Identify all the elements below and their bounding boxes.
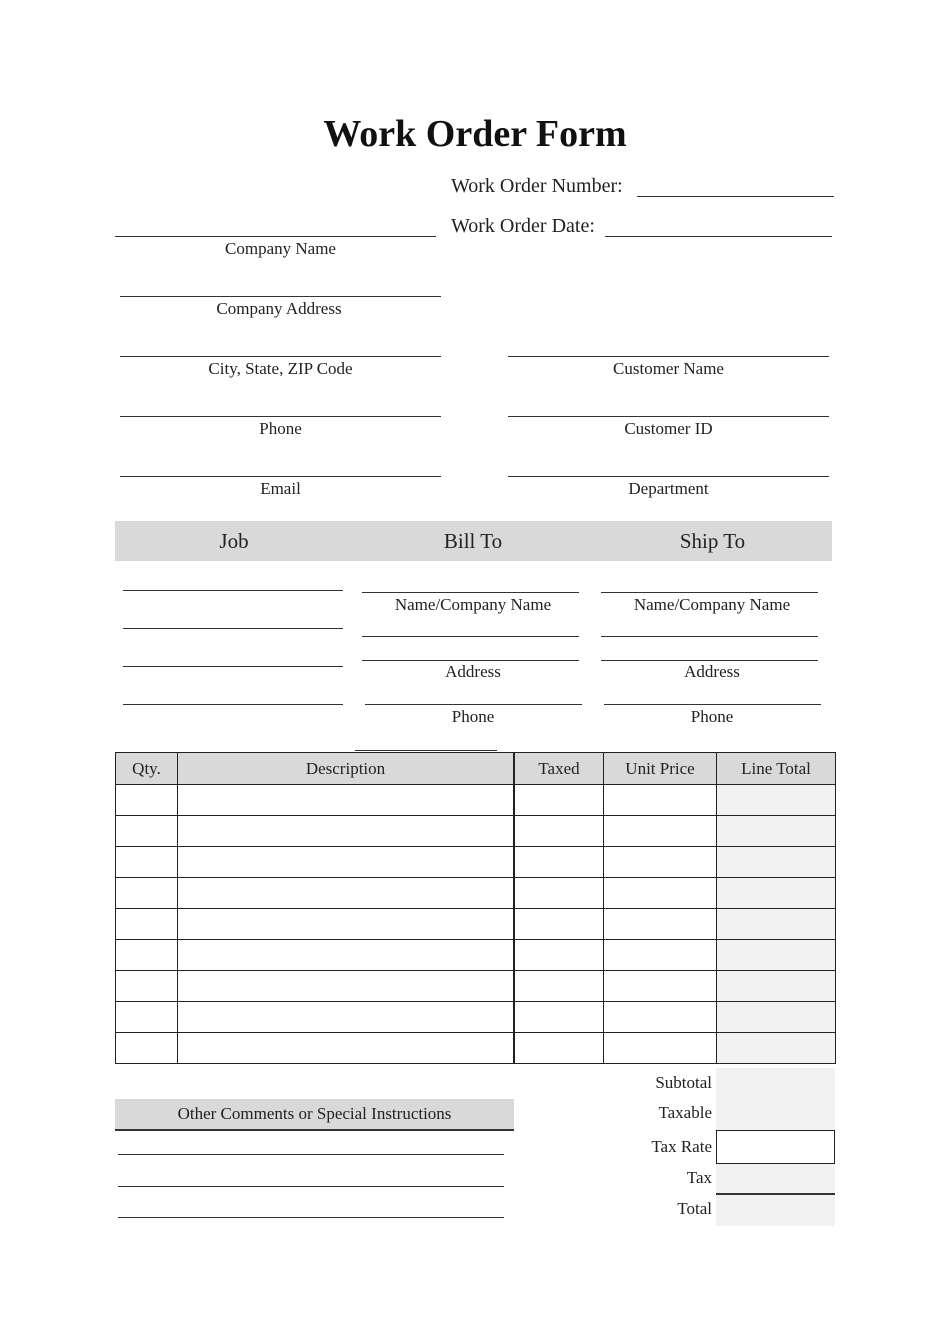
bill-to-address-field[interactable] <box>362 660 579 661</box>
unit-price-header: Unit Price <box>604 753 717 785</box>
line-total-cell <box>717 878 836 909</box>
description-cell[interactable] <box>178 847 514 878</box>
qty-cell[interactable] <box>116 1002 178 1033</box>
ship-to-phone-field[interactable] <box>604 704 821 705</box>
description-cell[interactable] <box>178 971 514 1002</box>
unit-price-cell[interactable] <box>604 909 717 940</box>
bill-to-name-field[interactable] <box>362 592 579 593</box>
description-cell[interactable] <box>178 785 514 816</box>
tax-rate-input[interactable] <box>716 1130 835 1164</box>
total-label: Total <box>677 1199 712 1218</box>
unit-price-cell[interactable] <box>604 1033 717 1064</box>
description-cell[interactable] <box>178 878 514 909</box>
taxable-label: Taxable <box>658 1103 712 1122</box>
line-total-cell <box>717 816 836 847</box>
line-total-cell <box>717 909 836 940</box>
job-header: Job <box>219 529 249 553</box>
customer-name-label: Customer Name <box>613 359 724 378</box>
line-total-cell <box>717 1002 836 1033</box>
company-name-field[interactable] <box>115 236 436 237</box>
qty-header: Qty. <box>116 753 178 785</box>
company-email-label: Email <box>260 479 301 498</box>
comments-line-2[interactable] <box>118 1186 504 1187</box>
table-row <box>116 816 836 847</box>
ship-to-name-field[interactable] <box>601 592 818 593</box>
unit-price-cell[interactable] <box>604 971 717 1002</box>
ship-to-address-label: Address <box>684 662 740 681</box>
description-cell[interactable] <box>178 940 514 971</box>
description-cell[interactable] <box>178 1033 514 1064</box>
work-order-date-label: Work Order Date: <box>451 215 595 237</box>
company-address-field[interactable] <box>120 296 441 297</box>
qty-cell[interactable] <box>116 878 178 909</box>
department-field[interactable] <box>508 476 829 477</box>
company-email-field[interactable] <box>120 476 441 477</box>
work-order-number-field[interactable] <box>637 196 834 197</box>
line-total-cell <box>717 847 836 878</box>
qty-cell[interactable] <box>116 816 178 847</box>
customer-id-field[interactable] <box>508 416 829 417</box>
job-line-3[interactable] <box>123 666 343 667</box>
ship-to-phone-label: Phone <box>690 707 734 726</box>
ship-to-name-line-2[interactable] <box>601 636 818 637</box>
comments-header: Other Comments or Special Instructions <box>177 1104 452 1123</box>
table-row <box>116 785 836 816</box>
job-line-4[interactable] <box>123 704 343 705</box>
unit-price-cell[interactable] <box>604 1002 717 1033</box>
taxed-cell[interactable] <box>515 940 604 971</box>
qty-cell[interactable] <box>116 1033 178 1064</box>
bill-to-header: Bill To <box>443 529 503 553</box>
unit-price-cell[interactable] <box>604 785 717 816</box>
bill-to-name-line-2[interactable] <box>362 636 579 637</box>
unit-price-cell[interactable] <box>604 847 717 878</box>
section-header-bar <box>115 521 832 561</box>
taxed-cell[interactable] <box>515 1002 604 1033</box>
taxed-cell[interactable] <box>515 878 604 909</box>
description-cell[interactable] <box>178 1002 514 1033</box>
table-row <box>116 909 836 940</box>
qty-cell[interactable] <box>116 785 178 816</box>
line-total-cell <box>717 940 836 971</box>
phone-line-extension <box>355 750 497 751</box>
table-row <box>116 1002 836 1033</box>
comments-line-1[interactable] <box>118 1154 504 1155</box>
table-header-row <box>116 753 836 785</box>
table-row <box>116 971 836 1002</box>
ship-to-header: Ship To <box>679 529 746 553</box>
qty-cell[interactable] <box>116 940 178 971</box>
taxable-value <box>716 1099 835 1130</box>
city-state-zip-label: City, State, ZIP Code <box>208 359 353 378</box>
total-value <box>716 1195 835 1226</box>
table-row <box>116 1033 836 1064</box>
line-total-cell <box>717 785 836 816</box>
description-cell[interactable] <box>178 816 514 847</box>
company-address-label: Company Address <box>216 299 342 318</box>
unit-price-cell[interactable] <box>604 878 717 909</box>
taxed-cell[interactable] <box>515 909 604 940</box>
bill-to-name-label: Name/Company Name <box>394 595 552 614</box>
subtotal-label: Subtotal <box>655 1073 712 1092</box>
taxed-cell[interactable] <box>515 785 604 816</box>
qty-cell[interactable] <box>116 847 178 878</box>
page-title: Work Order Form <box>323 113 627 155</box>
department-label: Department <box>628 479 709 498</box>
taxed-cell[interactable] <box>515 816 604 847</box>
city-state-zip-field[interactable] <box>120 356 441 357</box>
comments-line-3[interactable] <box>118 1217 504 1218</box>
line-total-cell <box>717 1033 836 1064</box>
customer-id-label: Customer ID <box>624 419 713 438</box>
table-row <box>116 940 836 971</box>
description-cell[interactable] <box>178 909 514 940</box>
unit-price-cell[interactable] <box>604 816 717 847</box>
comments-header-bar <box>115 1099 514 1131</box>
tax-label: Tax <box>686 1168 712 1187</box>
taxed-cell[interactable] <box>515 847 604 878</box>
job-line-1[interactable] <box>123 590 343 591</box>
job-line-2[interactable] <box>123 628 343 629</box>
table-row <box>116 878 836 909</box>
description-header: Description <box>178 753 514 785</box>
qty-cell[interactable] <box>116 909 178 940</box>
ship-to-address-field[interactable] <box>601 660 818 661</box>
work-order-number-label: Work Order Number: <box>451 175 623 197</box>
customer-name-field[interactable] <box>508 356 829 357</box>
work-order-date-field[interactable] <box>605 236 832 237</box>
company-phone-label: Phone <box>259 419 302 438</box>
line-items-table <box>115 752 836 1064</box>
taxed-cell[interactable] <box>515 1033 604 1064</box>
tax-rate-label: Tax Rate <box>651 1137 712 1156</box>
company-phone-field[interactable] <box>120 416 441 417</box>
bill-to-address-label: Address <box>445 662 501 681</box>
unit-price-cell[interactable] <box>604 940 717 971</box>
line-total-cell <box>717 971 836 1002</box>
taxed-header: Taxed <box>515 753 604 785</box>
company-name-label: Company Name <box>225 239 336 258</box>
qty-cell[interactable] <box>116 971 178 1002</box>
table-body <box>116 785 836 1064</box>
ship-to-name-label: Name/Company Name <box>633 595 791 614</box>
bill-to-phone-label: Phone <box>451 707 495 726</box>
table-row <box>116 847 836 878</box>
tax-value <box>716 1164 835 1195</box>
line-total-header: Line Total <box>717 753 836 785</box>
taxed-cell[interactable] <box>515 971 604 1002</box>
bill-to-phone-field[interactable] <box>365 704 582 705</box>
subtotal-value <box>716 1068 835 1099</box>
